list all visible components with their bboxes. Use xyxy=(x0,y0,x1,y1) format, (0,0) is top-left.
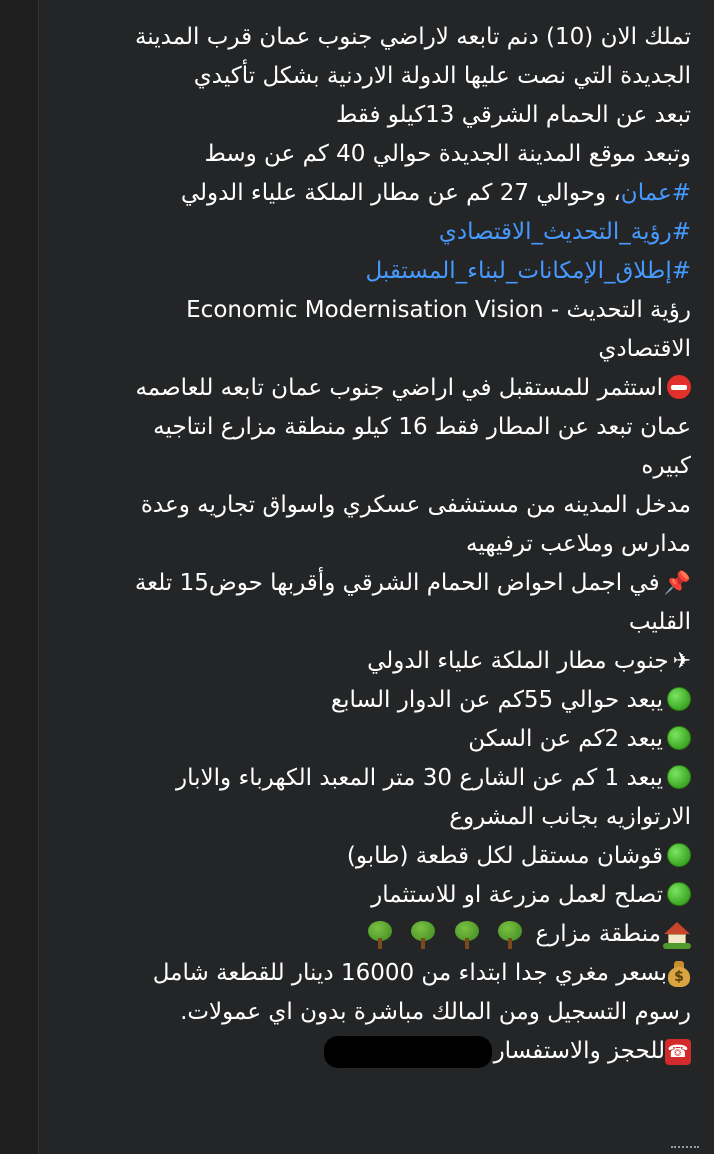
post-line: رسوم التسجيل ومن المالك مباشرة بدون اي عمولات. xyxy=(180,999,691,1025)
post-line-text: جنوب مطار الملكة علياء الدولي xyxy=(367,648,669,674)
hashtag-text: عمان xyxy=(620,180,672,206)
post-line-text: تصلح لعمل مزرعة او للاستثمار xyxy=(371,882,663,908)
post-line-text: للحجز والاستفسار xyxy=(493,1038,665,1064)
post-line: تبعد عن الحمام الشرقي 13كيلو فقط xyxy=(335,102,691,128)
airplane-icon: ✈ xyxy=(672,649,691,674)
post-line xyxy=(41,564,691,603)
drag-handle[interactable] xyxy=(671,1146,699,1154)
hashtag-economic-vision[interactable]: #رؤية_التحديث_الاقتصادي xyxy=(438,219,691,245)
hashtag-amman[interactable] xyxy=(621,180,691,206)
post-line: الجديدة التي نصت عليها الدولة الاردنية بشكل تأكيدي xyxy=(193,63,691,89)
post-line xyxy=(41,174,691,213)
post-line xyxy=(41,915,691,954)
hashtag-symbol: # xyxy=(671,180,691,206)
green-circle-icon xyxy=(667,726,691,750)
post-line: مدخل المدينه من مستشفى عسكري واسواق تجاريه وعدة xyxy=(140,492,691,518)
post-line xyxy=(41,876,691,915)
post-line xyxy=(41,759,691,798)
post-line: القليب xyxy=(628,609,691,635)
post-line: الاقتصادي xyxy=(598,336,691,362)
green-circle-icon xyxy=(667,765,691,789)
house-with-garden-icon xyxy=(663,921,691,949)
post-line-text: منطقة مزارع xyxy=(535,921,661,947)
post-line xyxy=(41,681,691,720)
post-line xyxy=(41,1032,691,1071)
no-entry-icon xyxy=(667,375,691,399)
post-line-text: ، وحوالي 27 كم عن مطار الملكة علياء الدولي xyxy=(180,180,621,206)
deciduous-tree-icon xyxy=(496,920,524,950)
post-line xyxy=(41,954,691,993)
post-line: الارتوازيه بجانب المشروع xyxy=(449,804,691,830)
post-line: كبيره xyxy=(641,453,691,479)
post-card xyxy=(38,0,714,1154)
post-line xyxy=(41,837,691,876)
post-line: عمان تبعد عن المطار فقط 16 كيلو منطقة مزارع انتاجيه xyxy=(153,414,691,440)
post-line-text: قوشان مستقل لكل قطعة (طابو) xyxy=(346,843,663,869)
post-line-text: استثمر للمستقبل في اراضي جنوب عمان تابعه للعاصمه xyxy=(135,375,663,401)
post-line: وتبعد موقع المدينة الجديدة حوالي 40 كم عن وسط xyxy=(204,141,691,167)
post-line-text: يبعد 2كم عن السكن xyxy=(468,726,663,752)
post-line: تملك الان (10) دنم تابعه لاراضي جنوب عمان قرب المدينة xyxy=(134,24,691,50)
hashtag-unlocking-potential[interactable]: #إطلاق_الإمكانات_لبناء_المستقبل xyxy=(365,258,691,284)
green-circle-icon xyxy=(667,843,691,867)
post-line: مدارس وملاعب ترفيهيه xyxy=(466,531,691,557)
post-line-text: في اجمل احواض الحمام الشرقي وأقربها حوض15 تلعة xyxy=(134,570,660,596)
telephone-icon: ☎ xyxy=(665,1039,691,1065)
pushpin-icon: 📌 xyxy=(663,571,691,596)
deciduous-tree-icon xyxy=(453,920,481,950)
post-line xyxy=(41,720,691,759)
post-body xyxy=(41,18,691,1071)
green-circle-icon xyxy=(667,882,691,906)
post-line-text: يبعد حوالي 55كم عن الدوار السابع xyxy=(330,687,663,713)
post-line-text: يبعد 1 كم عن الشارع 30 متر المعبد الكهرباء والابار xyxy=(176,765,663,791)
deciduous-tree-icon xyxy=(409,920,437,950)
post-line xyxy=(41,369,691,408)
money-bag-icon: $ xyxy=(667,960,691,988)
post-line xyxy=(41,642,691,681)
post-line: رؤية التحديث - Economic Modernisation Vision xyxy=(186,297,691,323)
redacted-phone-number xyxy=(324,1036,492,1068)
green-circle-icon xyxy=(667,687,691,711)
post-line-text: بسعر مغري جدا ابتداء من 16000 دينار للقطعة شامل xyxy=(152,960,667,986)
deciduous-tree-icon xyxy=(366,920,394,950)
